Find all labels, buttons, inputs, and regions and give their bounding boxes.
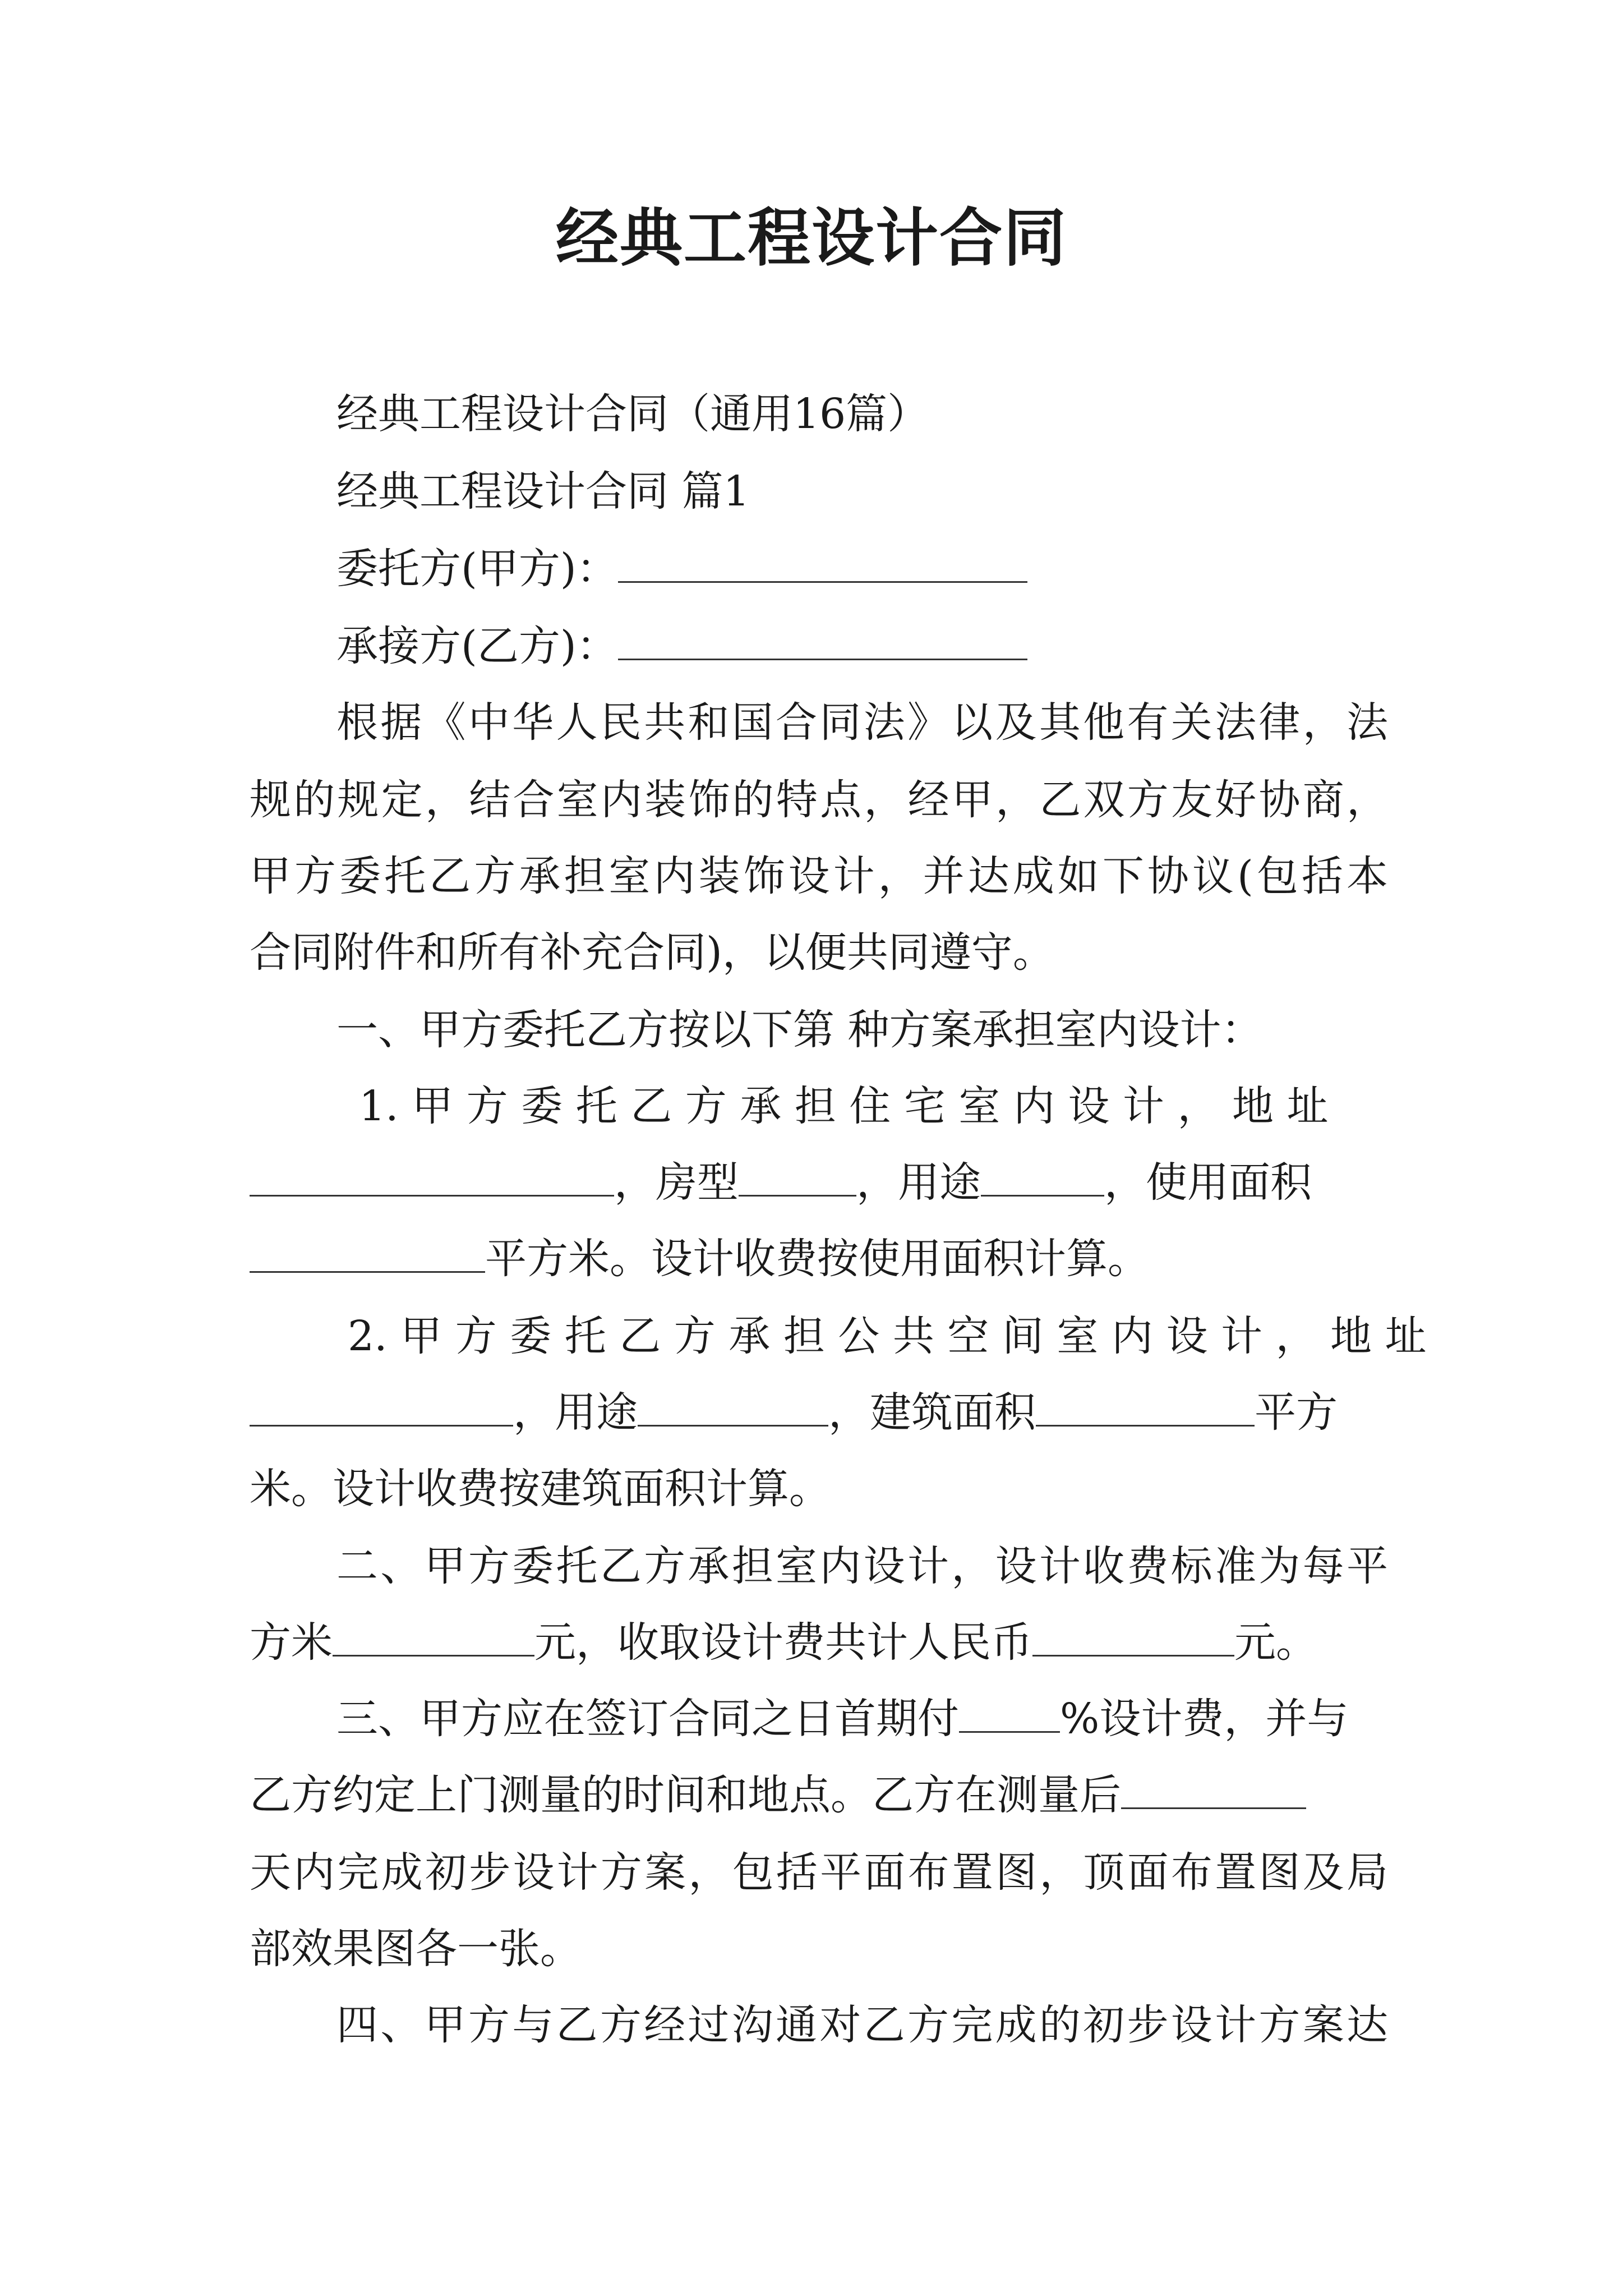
paragraph-line: 规的规定，结合室内装饰的特点，经甲，乙双方友好协商， [250, 776, 1388, 824]
clause-3-line: 三、甲方应在签订合同之日首期付 %设计费，并与 [336, 1692, 1388, 1746]
initial-payment-percent-blank [959, 1692, 1060, 1733]
party-b-blank [618, 619, 1027, 660]
total-fee-blank [1032, 1616, 1234, 1657]
usable-area-blank [250, 1232, 485, 1273]
party-a-blank [618, 542, 1027, 583]
address-blank [250, 1386, 513, 1427]
party-b-line: 承接方(乙方)： [336, 619, 1388, 673]
address-blank [250, 1156, 614, 1197]
usage-blank [981, 1156, 1104, 1197]
clause-3-line: 天内完成初步设计方案，包括平面布置图，顶面布置图及局 [250, 1848, 1388, 1897]
clause-1-item-2-fields: ，用途 ，建筑面积 平方 [250, 1386, 1388, 1439]
clause-2-fee-line: 方米 元，收取设计费共计人民币 元。 [250, 1616, 1388, 1669]
days-blank [1121, 1768, 1306, 1809]
clause-2-line: 二、甲方委托乙方承担室内设计，设计收费标准为每平 [336, 1542, 1388, 1590]
collection-heading: 经典工程设计合同（通用16篇） [336, 390, 929, 438]
unit-price-blank [333, 1616, 534, 1657]
clause-1-item-2-end: 米。设计收费按建筑面积计算。 [250, 1465, 831, 1513]
paragraph-line: 根据《中华人民共和国合同法》以及其他有关法律，法 [336, 698, 1388, 747]
building-area-blank [1036, 1386, 1255, 1427]
clause-1-heading: 一、甲方委托乙方按以下第 种方案承担室内设计： [336, 1006, 1263, 1054]
clause-1-item-1-area: 平方米。设计收费按使用面积计算。 [250, 1232, 1388, 1286]
paragraph-line: 合同附件和所有补充合同)，以便共同遵守。 [250, 928, 1054, 977]
clause-4-line: 四、甲方与乙方经过沟通对乙方完成的初步设计方案达 [336, 2001, 1388, 2049]
usage-blank [638, 1386, 828, 1427]
document-title: 经典工程设计合同 [556, 202, 1067, 275]
clause-1-item-1-fields: ，房型 ，用途 ，使用面积 [250, 1156, 1388, 1209]
paragraph-line: 甲方委托乙方承担室内装饰设计，并达成如下协议(包括本 [250, 852, 1388, 900]
clause-3-line: 部效果图各一张。 [250, 1925, 582, 1973]
clause-3-line: 乙方约定上门测量的时间和地点。乙方在测量后 [250, 1768, 1388, 1822]
clause-1-item-1: 1. 甲 方 委 托 乙 方 承 担 住 宅 室 内 设 计 ， 地 址 [359, 1082, 1329, 1130]
section-heading: 经典工程设计合同 篇1 [336, 467, 750, 516]
clause-1-item-2: 2. 甲 方 委 托 乙 方 承 担 公 共 空 间 室 内 设 计 ， 地 址 [348, 1312, 1427, 1360]
house-type-blank [739, 1156, 856, 1197]
party-a-line: 委托方(甲方)： [336, 542, 1388, 596]
